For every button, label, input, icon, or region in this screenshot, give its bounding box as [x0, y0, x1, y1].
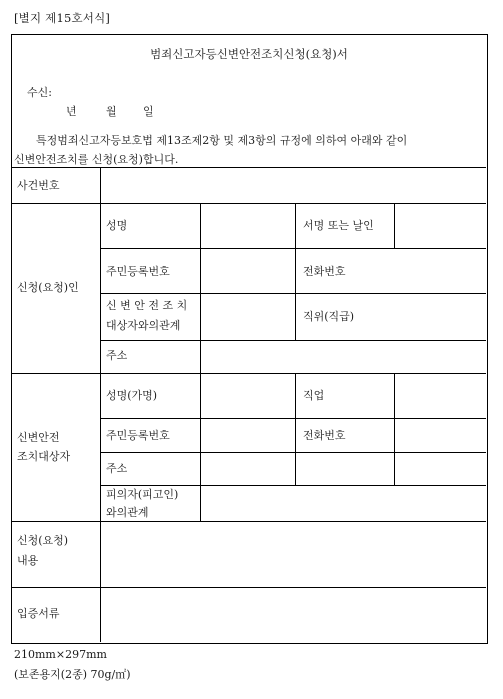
applicant-phone-label: 전화번호: [303, 265, 346, 278]
paper-size: 210mm×297mm: [14, 648, 107, 661]
case-number-label: 사건번호: [17, 179, 60, 192]
application-form: [11, 34, 488, 644]
request-statement-line2: 신변안전조치를 신청(요청)합니다.: [14, 153, 179, 166]
applicant-resident-number-label: 주민등록번호: [106, 265, 170, 278]
subject-resident-number-label: 주민등록번호: [106, 429, 170, 442]
subject-address-field[interactable]: [201, 453, 485, 484]
form-number-label: [별지 제15호서식]: [14, 11, 111, 25]
paper-type: (보존용지(2종) 70g/㎡): [14, 668, 131, 681]
applicant-position-label: 직위(직급): [303, 310, 355, 323]
applicant-relation-label-line2: 대상자와의관계: [106, 319, 181, 332]
date-year-label: 년: [66, 105, 77, 118]
applicant-name-label: 성명: [106, 219, 128, 232]
request-statement: [14, 131, 482, 169]
subject-name-field[interactable]: [201, 374, 294, 417]
applicant-address-field[interactable]: [201, 341, 485, 372]
subject-occupation-field[interactable]: [395, 374, 485, 417]
subject-occupation-label: 직업: [303, 389, 325, 402]
applicant-relation-field[interactable]: [201, 294, 294, 339]
subject-section-label-line1: 신변안전: [17, 431, 60, 444]
recipient-label: 수신:: [27, 86, 52, 99]
subject-suspect-relation-line2: 와의관계: [106, 506, 149, 519]
applicant-name-field[interactable]: [201, 204, 294, 247]
date-month-label: 월: [106, 105, 117, 118]
subject-section-label-line2: 조치대상자: [17, 450, 71, 463]
applicant-relation-label-line1: 신 변 안 전 조 치: [106, 299, 188, 312]
form-title: 범죄신고자등신변안전조치신청(요청)서: [150, 47, 348, 61]
applicant-position-field[interactable]: [296, 294, 485, 339]
subject-address-label: 주소: [106, 462, 128, 475]
request-content-label-line1: 신청(요청): [17, 534, 69, 547]
subject-name-label: 성명(가명): [106, 389, 158, 402]
request-content-field[interactable]: [101, 522, 485, 586]
date-field[interactable]: [32, 102, 172, 120]
applicant-resident-number-field[interactable]: [201, 249, 294, 292]
applicant-signature-field[interactable]: [395, 204, 485, 247]
subject-suspect-relation-field[interactable]: [201, 486, 485, 520]
applicant-signature-label: 서명 또는 날인: [303, 219, 374, 232]
evidence-field[interactable]: [101, 588, 485, 642]
subject-phone-label: 전화번호: [303, 429, 346, 442]
applicant-section-label: 신청(요청)인: [17, 281, 79, 294]
subject-suspect-relation-line1: 피의자(피고인): [106, 488, 179, 501]
applicant-address-label: 주소: [106, 349, 128, 362]
request-statement-line1: 특정범죄신고자등보호법 제13조제2항 및 제3항의 규정에 의하여 아래와 같이: [36, 134, 408, 147]
case-number-field[interactable]: [101, 168, 485, 202]
evidence-label: 입증서류: [17, 607, 60, 620]
date-day-label: 일: [143, 105, 154, 118]
recipient-field[interactable]: [67, 83, 467, 101]
request-content-label-line2: 내용: [17, 554, 39, 567]
subject-resident-number-field[interactable]: [201, 419, 294, 451]
applicant-phone-field[interactable]: [395, 249, 485, 292]
subject-phone-field[interactable]: [395, 419, 485, 451]
